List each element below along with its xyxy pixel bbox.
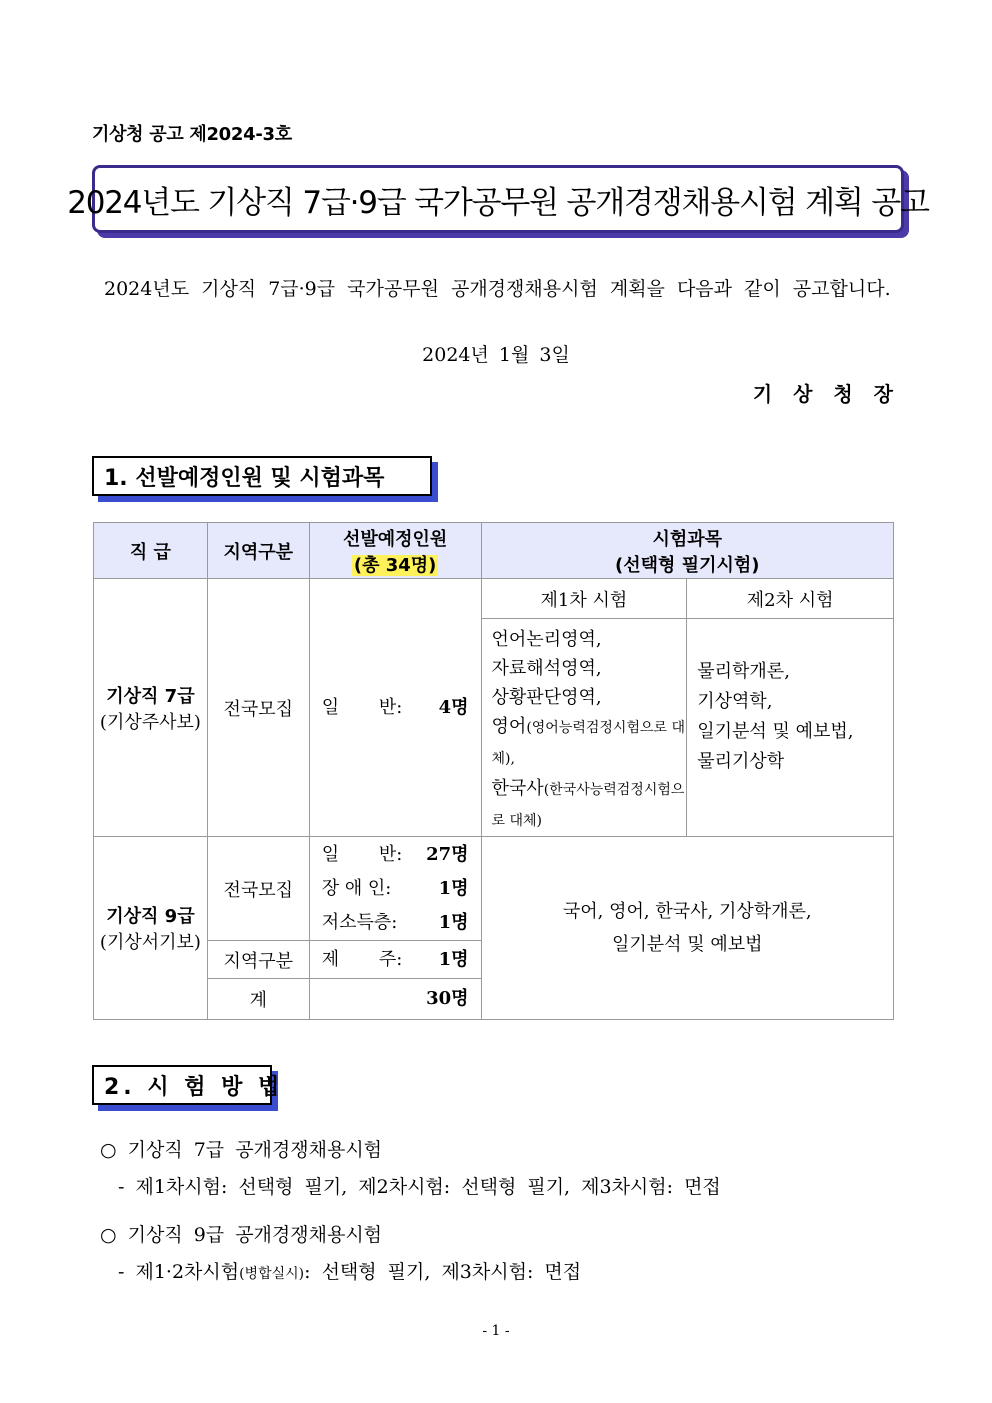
stage2-subject: 물리학개론, xyxy=(697,661,790,682)
grade9-rank-label: 기상직 9급 xyxy=(106,906,195,927)
grade7-rank-label: 기상직 7급 xyxy=(106,685,195,707)
method-item-title: ○ 기상직 9급 공개경쟁채용시험 xyxy=(100,1224,383,1246)
grade9-region-national: 전국모집 xyxy=(207,837,309,941)
grade7-quota-value: 4명 xyxy=(438,696,469,718)
intro-paragraph: 2024년도 기상직 7급·9급 국가공무원 공개경쟁채용시험 계획을 다음과 같이 공고합니다. xyxy=(104,278,891,300)
recruitment-table xyxy=(93,522,894,1020)
stage1-subject: 자료해석영역, xyxy=(491,658,602,679)
stage1-subject: 영어(영어능력검정시험으로 대체), xyxy=(491,716,685,767)
grade9-total-label: 계 xyxy=(207,979,309,1020)
section1-heading: 1. 선발예정인원 및 시험과목 xyxy=(92,456,432,496)
section2-heading: 2. 시 험 방 법 xyxy=(92,1065,272,1105)
page-title: 2024년도 기상직 7급·9급 국가공무원 공개경쟁채용시험 계획 공고 xyxy=(67,184,929,221)
quota-row: 장 애 인: 1명 xyxy=(321,877,469,899)
quota-row: 일 반: 27명 xyxy=(321,843,469,865)
stage2-subject: 일기분석 및 예보법, xyxy=(697,721,854,742)
header-subjects-sub: (선택형 필기시험) xyxy=(615,554,760,576)
grade9-total: 30명 xyxy=(309,979,481,1020)
grade7-rank-sub: (기상주사보) xyxy=(99,711,201,733)
grade9-rank-sub: (기상서기보) xyxy=(99,932,201,953)
page-number: - 1 - xyxy=(482,1323,510,1339)
stage2-subject: 기상역학, xyxy=(697,691,773,712)
notice-number: 기상청 공고 제2024-3호 xyxy=(92,124,292,145)
grade7-quota-label: 일 반: xyxy=(321,696,403,718)
title-box xyxy=(67,165,929,233)
stage2-subject: 물리기상학 xyxy=(697,751,785,772)
grade7-region: 전국모집 xyxy=(207,579,309,837)
stage1-subject: 한국사(한국사능력검정시험으로 대체) xyxy=(491,778,685,829)
issuer: 기 상 청 장 xyxy=(752,382,900,406)
grade9-local-quota: 제 주: 1명 xyxy=(309,941,481,979)
method-item-detail: - 제1·2차시험(병합실시): 선택형 필기, 제3차시험: 면접 xyxy=(118,1261,582,1283)
grade9-region-local: 지역구분 xyxy=(207,941,309,979)
grade7-rank xyxy=(94,579,208,837)
grade9-national-quotas xyxy=(309,837,481,941)
header-rank: 직 급 xyxy=(94,523,208,579)
header-subjects xyxy=(481,523,893,579)
stage1-subject: 상황판단영역, xyxy=(491,687,602,708)
stage2-label: 제2차 시험 xyxy=(687,579,894,619)
grade9-subjects: 국어, 영어, 한국사, 기상학개론, 일기분석 및 예보법 xyxy=(481,837,893,1020)
grade7-quota xyxy=(309,579,481,837)
method-item-title: ○ 기상직 7급 공개경쟁채용시험 xyxy=(100,1139,383,1161)
quota-row: 저소득층: 1명 xyxy=(321,911,469,933)
grade9-rank xyxy=(94,837,208,1020)
header-subjects-label: 시험과목 xyxy=(652,528,723,550)
header-quota-label: 선발예정인원 xyxy=(342,528,448,550)
header-quota xyxy=(309,523,481,579)
stage1-label: 제1차 시험 xyxy=(481,579,687,619)
stage1-subject: 언어논리영역, xyxy=(491,629,602,650)
header-region: 지역구분 xyxy=(207,523,309,579)
grade7-stage2-subjects xyxy=(687,619,894,837)
header-quota-total: (총 34명) xyxy=(353,554,437,576)
announcement-date: 2024년 1월 3일 xyxy=(422,344,570,366)
method-item-detail: - 제1차시험: 선택형 필기, 제2차시험: 선택형 필기, 제3차시험: 면접 xyxy=(118,1176,721,1198)
grade7-stage1-subjects xyxy=(481,619,687,837)
